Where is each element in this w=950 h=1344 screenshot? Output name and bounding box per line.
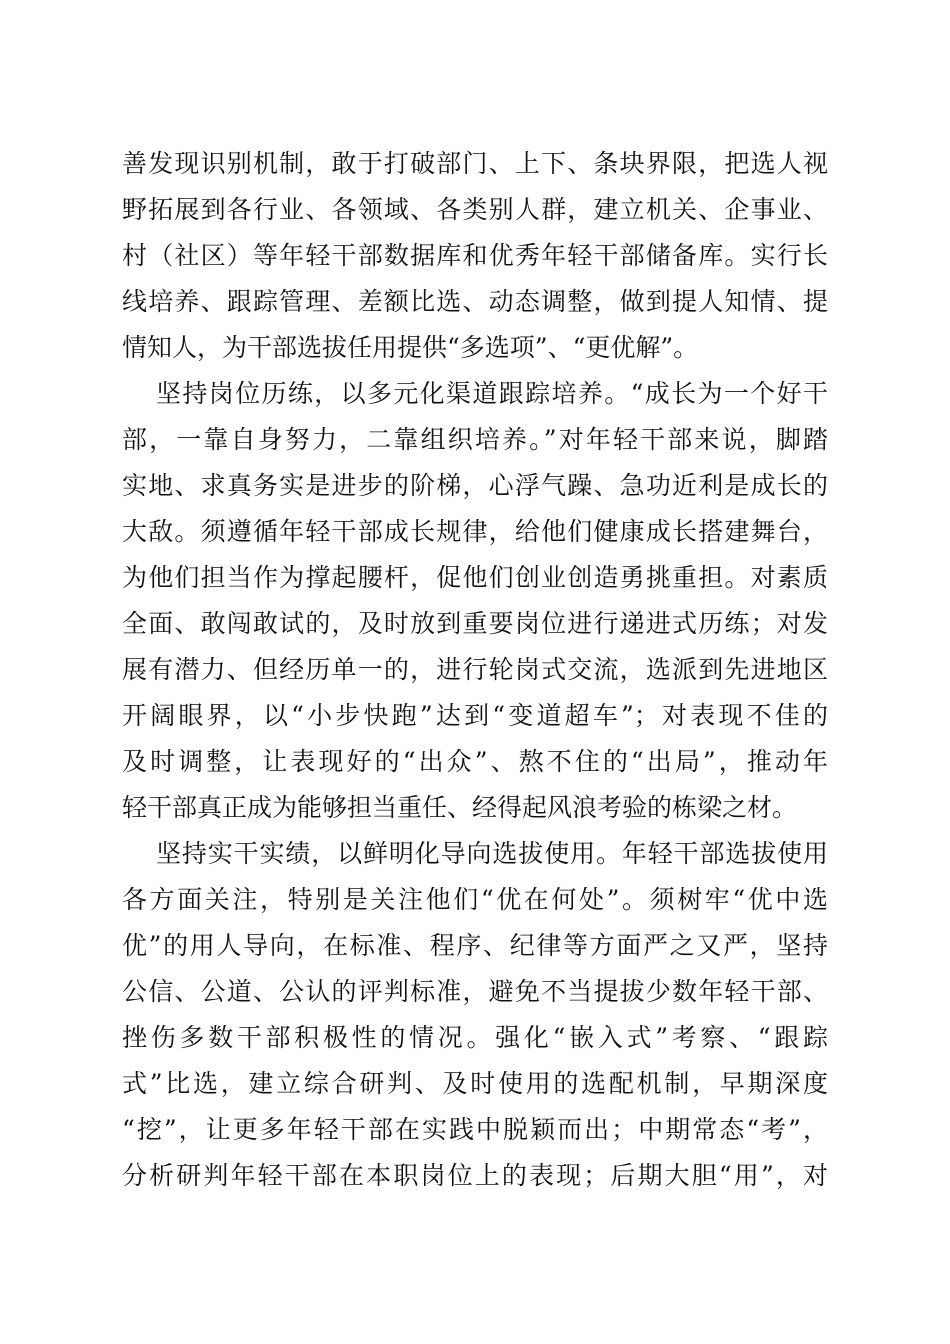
paragraph-start-line: 坚持岗位历练，以多元化渠道跟踪培养。“成长为一个好干 — [156, 379, 828, 408]
text-line: 优”的用人导向，在标准、程序、纪律等方面严之又严，坚持 — [122, 931, 828, 960]
text-line: 为他们担当作为撑起腰杆，促他们创业创造勇挑重担。对素质 — [122, 563, 828, 592]
text-line: 村（社区）等年轻干部数据库和优秀年轻干部储备库。实行长 — [122, 241, 828, 270]
text-line: 及时调整，让表现好的“出众”、熬不住的“出局”，推动年 — [122, 747, 828, 776]
text-line: “挖”，让更多年轻干部在实践中脱颖而出；中期常态“考”， — [122, 1115, 828, 1144]
text-line: 大敌。须遵循年轻干部成长规律，给他们健康成长搭建舞台， — [122, 517, 828, 546]
text-line: 开阔眼界，以“小步快跑”达到“变道超车”；对表现不佳的 — [122, 701, 828, 730]
text-line: 展有潜力、但经历单一的，进行轮岗式交流，选派到先进地区 — [122, 655, 828, 684]
text-line: 线培养、跟踪管理、差额比选、动态调整，做到提人知情、提 — [122, 287, 828, 316]
text-line: 各方面关注，特别是关注他们“优在何处”。须树牢“优中选 — [122, 885, 828, 914]
text-line: 轻干部真正成为能够担当重任、经得起风浪考验的栋梁之材。 — [122, 793, 798, 822]
text-line: 善发现识别机制，敢于打破部门、上下、条块界限，把选人视 — [122, 149, 828, 178]
text-line: 全面、敢闯敢试的，及时放到重要岗位进行递进式历练；对发 — [122, 609, 828, 638]
paragraph-start-line: 坚持实干实绩，以鲜明化导向选拔使用。年轻干部选拔使用 — [156, 839, 828, 868]
text-line: 分析研判年轻干部在本职岗位上的表现；后期大胆“用”，对 — [122, 1161, 828, 1190]
text-line: 式”比选，建立综合研判、及时使用的选配机制，早期深度 — [122, 1069, 828, 1098]
text-line: 野拓展到各行业、各领域、各类别人群，建立机关、企事业、 — [122, 195, 828, 224]
text-line: 挫伤多数干部积极性的情况。强化“嵌入式”考察、“跟踪 — [122, 1023, 828, 1052]
text-line: 情知人，为干部选拔任用提供“多选项”、“更优解”。 — [122, 333, 699, 362]
text-line: 实地、求真务实是进步的阶梯，心浮气躁、急功近利是成长的 — [122, 471, 828, 500]
text-line: 公信、公道、公认的评判标准，避免不当提拔少数年轻干部、 — [122, 977, 828, 1006]
text-line: 部，一靠自身努力，二靠组织培养。”对年轻干部来说，脚踏 — [122, 425, 828, 454]
